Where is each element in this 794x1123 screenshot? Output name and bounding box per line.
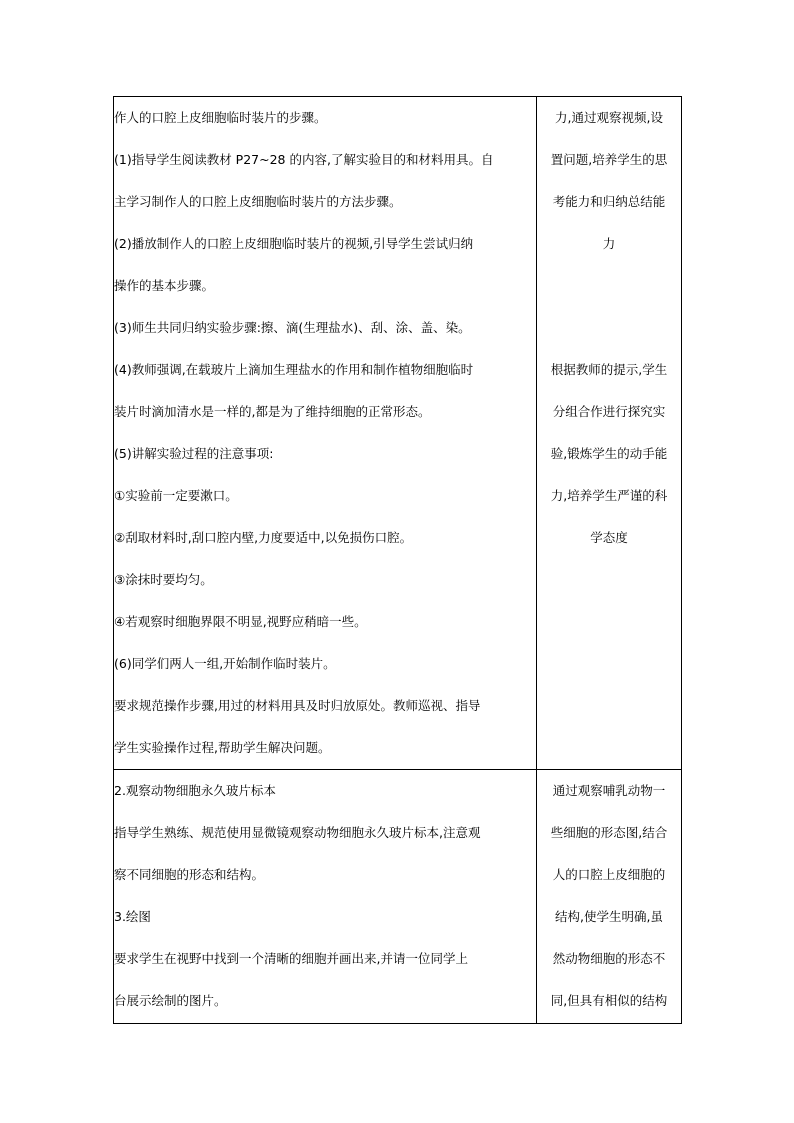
text-line: (5)讲解实验过程的注意事项: [114, 446, 274, 461]
text-line: (1)指导学生阅读教材 P27~28 的内容,了解实验目的和材料用具。自 [114, 152, 494, 167]
text-line: 要求学生在视野中找到一个清晰的细胞并画出来,并请一位同学上 [114, 951, 468, 966]
text-line: 学态度 [590, 530, 628, 545]
intent-group [537, 97, 681, 265]
intent-cell [537, 97, 682, 770]
text-line: (2)播放制作人的口腔上皮细胞临时装片的视频,引导学生尝试归纳 [114, 236, 474, 251]
activity-cell [114, 770, 537, 1024]
text-line: 指导学生熟练、规范使用显微镜观察动物细胞永久玻片标本,注意观 [114, 825, 481, 840]
table-row [114, 97, 682, 770]
text-line: 同,但具有相似的结构 [550, 993, 668, 1008]
text-line: 结构,使学生明确,虽 [555, 909, 663, 924]
text-line: 作人的口腔上皮细胞临时装片的步骤。 [114, 110, 327, 125]
text-line: 根据教师的提示,学生 [550, 362, 668, 377]
text-line: 考能力和归纳总结能 [552, 194, 666, 209]
lesson-table [113, 96, 682, 1024]
table-row [114, 770, 682, 1024]
text-line: 力,通过观察视频,设 [555, 110, 663, 125]
text-line: 要求规范操作步骤,用过的材料用具及时归放原处。教师巡视、指导 [114, 698, 481, 713]
text-line: 3.绘图 [114, 909, 151, 924]
text-line: ②刮取材料时,刮口腔内壁,力度要适中,以免损伤口腔。 [114, 530, 413, 545]
intent-group [537, 349, 681, 559]
text-line: 学生实验操作过程,帮助学生解决问题。 [114, 740, 331, 755]
text-line: (6)同学们两人一组,开始制作临时装片。 [114, 656, 336, 671]
text-line: 通过观察哺乳动物一 [552, 783, 666, 798]
text-line: 分组合作进行探究实 [552, 404, 666, 419]
text-line: 置问题,培养学生的思 [550, 152, 668, 167]
text-line: 人的口腔上皮细胞的 [552, 867, 666, 882]
text-line: 台展示绘制的图片。 [114, 993, 227, 1008]
intent-cell [537, 770, 682, 1024]
text-line: 装片时滴加清水是一样的,都是为了维持细胞的正常形态。 [114, 404, 431, 419]
text-line: 察不同细胞的形态和结构。 [114, 867, 265, 882]
spacer [537, 265, 681, 349]
text-line: ④若观察时细胞界限不明显,视野应稍暗一些。 [114, 614, 367, 629]
text-line: 力,培养学生严谨的科 [550, 488, 668, 503]
text-line: 然动物细胞的形态不 [552, 951, 666, 966]
activity-cell [114, 97, 537, 770]
text-line: 操作的基本步骤。 [114, 278, 215, 293]
text-line: 主学习制作人的口腔上皮细胞临时装片的方法步骤。 [114, 194, 402, 209]
text-line: 验,锻炼学生的动手能 [550, 446, 668, 461]
text-line: 些细胞的形态图,结合 [550, 825, 668, 840]
text-line: 2.观察动物细胞永久玻片标本 [114, 783, 276, 798]
text-line: ③涂抹时要均匀。 [114, 572, 213, 587]
text-line: (3)师生共同归纳实验步骤:擦、滴(生理盐水)、刮、涂、盖、染。 [114, 320, 471, 335]
text-line: ①实验前一定要漱口。 [114, 488, 238, 503]
text-line: (4)教师强调,在载玻片上滴加生理盐水的作用和制作植物细胞临时 [114, 362, 474, 377]
text-line: 力 [602, 236, 616, 251]
